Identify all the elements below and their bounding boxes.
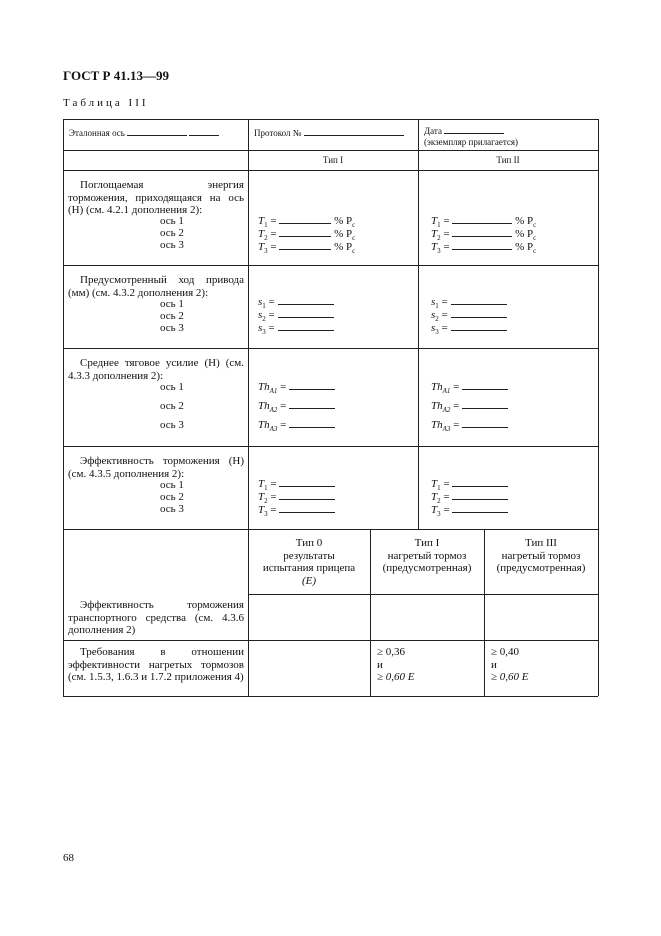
energy-t1-field-typeII: $T_1$ = % $P_c$ <box>431 215 537 230</box>
requirement-type1: ≥ 0,36 и ≥ 0,60 E <box>377 646 415 683</box>
thrust-axis-1: ось 1 <box>160 381 184 393</box>
stroke-s1-field-typeII: $s_1$ = <box>431 296 507 309</box>
efficiency-axis-3: ось 3 <box>160 503 184 515</box>
efficiency-t2-field-typeII: $T_2$ = <box>431 491 508 504</box>
thrust-a2-field-typeII: $Th_{A2}$ = <box>431 400 508 413</box>
stroke-s2-field-typeII: $s_2$ = <box>431 309 507 322</box>
vehicle-efficiency-label: Эффективность торможения транспортного средства (см. 4.3.6 дополнения 2) <box>68 599 244 636</box>
reference-axis-label: Эталонная ось <box>69 127 219 138</box>
requirements-label: Требования в отношении эффективности нагретых тормозов (см. 1.5.3, 1.6.3 и 1.7.2 приложения 4) <box>68 646 244 683</box>
stroke-title: Предусмотренный ход привода (мм) (см. 4.3.2 дополнения 2): <box>68 274 244 299</box>
stroke-s1-field-typeI: $s_1$ = <box>258 296 334 309</box>
thrust-a3-field-typeII: $Th_{A3}$ = <box>431 419 508 432</box>
protocol-label: Протокол № <box>254 127 404 138</box>
thrust-axis-2: ось 2 <box>160 400 184 412</box>
energy-axis-2: ось 2 <box>160 227 184 239</box>
date-label: Дата <box>424 125 504 136</box>
efficiency-t3-field-typeII: $T_3$ = <box>431 504 508 517</box>
col-type1-header: Тип I нагретый тормоз (предусмотренная) <box>382 537 472 574</box>
thrust-a1-field-typeI: $Th_{A1}$ = <box>258 381 335 394</box>
efficiency-t3-field-typeI: $T_3$ = <box>258 504 335 517</box>
stroke-s2-field-typeI: $s_2$ = <box>258 309 334 322</box>
stroke-axis-1: ось 1 <box>160 298 184 310</box>
thrust-a1-field-typeII: $Th_{A1}$ = <box>431 381 508 394</box>
efficiency-axis-2: ось 2 <box>160 491 184 503</box>
date-note: (экземпляр прилагается) <box>424 137 519 147</box>
energy-t2-field-typeI: $T_2$ = % $P_c$ <box>258 228 356 243</box>
efficiency-title: Эффективность торможения (Н) (см. 4.3.5 дополнения 2): <box>68 455 244 480</box>
energy-t3-field-typeII: $T_3$ = % $P_c$ <box>431 241 537 256</box>
stroke-axis-3: ось 3 <box>160 322 184 334</box>
efficiency-axis-1: ось 1 <box>160 479 184 491</box>
energy-axis-3: ось 3 <box>160 239 184 251</box>
stroke-s3-field-typeI: $s_3$ = <box>258 322 334 335</box>
energy-t3-field-typeI: $T_3$ = % $P_c$ <box>258 241 356 256</box>
page-number: 68 <box>63 852 74 864</box>
energy-t2-field-typeII: $T_2$ = % $P_c$ <box>431 228 537 243</box>
energy-axis-1: ось 1 <box>160 215 184 227</box>
thrust-a3-field-typeI: $Th_{A3}$ = <box>258 419 335 432</box>
requirement-type3: ≥ 0,40 и ≥ 0,60 E <box>491 646 529 683</box>
energy-t1-field-typeI: $T_1$ = % $P_c$ <box>258 215 356 230</box>
energy-title: Поглощаемая энергия торможения, приходящаяся на ось (Н) (см. 4.2.1 дополнения 2): <box>68 179 244 216</box>
col-type3-header: Тип III нагретый тормоз (предусмотренная) <box>496 537 586 574</box>
type-2-header: Тип II <box>496 155 520 165</box>
stroke-axis-2: ось 2 <box>160 310 184 322</box>
efficiency-t2-field-typeI: $T_2$ = <box>258 491 335 504</box>
efficiency-t1-field-typeI: $T_1$ = <box>258 478 335 491</box>
efficiency-t1-field-typeII: $T_1$ = <box>431 478 508 491</box>
col-type0-header: Тип 0 результаты испытания прицепа (E) <box>262 537 356 587</box>
type-1-header: Тип I <box>322 155 344 165</box>
document-header: ГОСТ Р 41.13—99 <box>63 68 169 83</box>
thrust-axis-3: ось 3 <box>160 419 184 431</box>
table-caption: Таблица III <box>63 97 149 109</box>
stroke-s3-field-typeII: $s_3$ = <box>431 322 507 335</box>
thrust-a2-field-typeI: $Th_{A2}$ = <box>258 400 335 413</box>
thrust-title: Среднее тяговое усилие (Н) (см. 4.3.3 дополнения 2): <box>68 357 244 382</box>
